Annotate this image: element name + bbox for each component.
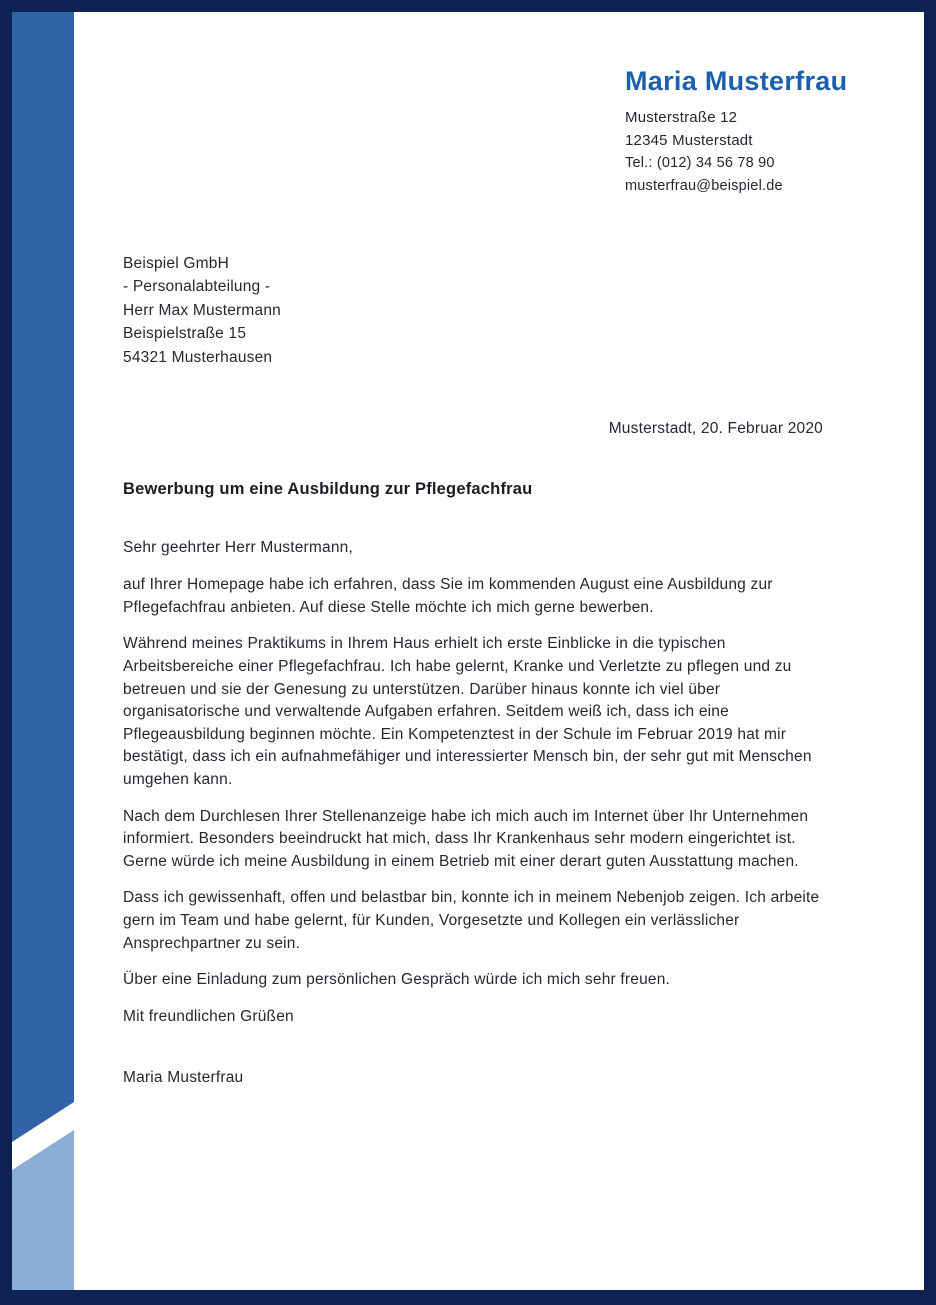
date-line: Musterstadt, 20. Februar 2020 [608, 420, 823, 437]
left-accent-stripe [12, 12, 74, 1290]
paragraph-5: Über eine Einladung zum persönlichen Gespräch würde ich mich sehr freuen. [123, 971, 671, 989]
sender-street: Musterstraße 12 [625, 109, 738, 126]
recipient-block [123, 252, 281, 369]
paragraph-4: Dass ich gewissenhaft, offen und belastbar bin, konnte ich in meinem Nebenjob zeigen. Ich arbeite gern im Team und habe gelernt, für Kunden, Vorgesetzte und Kollegen ein verlässlicher Ansprechpartner zu sein. [123, 889, 820, 952]
letter-content [12, 12, 924, 1290]
sender-block [625, 66, 925, 197]
accent-stripe-dark [12, 12, 74, 1142]
sender-phone: Tel.: (012) 34 56 78 90 [625, 155, 775, 171]
signature-name: Maria Musterfrau [123, 1069, 244, 1087]
recipient-street: Beispielstraße 15 [123, 325, 247, 343]
salutation: Sehr geehrter Herr Mustermann, [123, 538, 353, 556]
paragraph-1: auf Ihrer Homepage habe ich erfahren, dass Sie im kommenden August eine Ausbildung zur Pflegefachfrau anbieten. Auf diese Stelle möchte ich mich gerne bewerben. [123, 576, 773, 616]
closing-line: Mit freundlichen Grüßen [123, 1007, 294, 1025]
paragraph-2: Während meines Praktikums in Ihrem Haus erhielt ich erste Einblicke in die typischen Arbeitsbereiche einer Pflegefachfrau. Ich habe gelernt, Kranke und Verletzte zu pflegen und zu betreuen und sie der Genesung zu unterstützen. Darüber hinaus konnte ich viel über organisatorische und verwaltende Aufgaben erfahren. Seitdem weiß ich, dass ich eine Pflegeausbildung beginnen möchte. Ein Kompetenztest in der Schule im Februar 2019 hat mir bestätigt, dass ich ein aufnahmefähiger und interessierter Mensch bin, der sehr gut mit Menschen umgehen kann. [123, 635, 812, 788]
sender-email: musterfrau@beispiel.de [625, 177, 783, 194]
accent-stripe-light [12, 1130, 74, 1290]
recipient-city: 54321 Musterhausen [123, 348, 273, 366]
paragraph-3: Nach dem Durchlesen Ihrer Stellenanzeige habe ich mich auch im Internet über Ihr Unternehmen informiert. Besonders beeindruckt hat mich, dass Ihr Krankenhaus sehr modern eingerichtet ist. Gerne würde ich meine Ausbildung in einem Betrieb mit einer derart guten Ausstattung machen. [123, 807, 809, 870]
recipient-contact: Herr Max Mustermann [123, 301, 281, 319]
letter-body [123, 478, 829, 1090]
sender-name: Maria Musterfrau [625, 66, 848, 96]
recipient-department: - Personalabteilung - [123, 278, 271, 296]
subject-line: Bewerbung um eine Ausbildung zur Pflegefachfrau [123, 480, 533, 498]
sender-city: 12345 Musterstadt [625, 131, 753, 149]
recipient-company: Beispiel GmbH [123, 255, 229, 272]
